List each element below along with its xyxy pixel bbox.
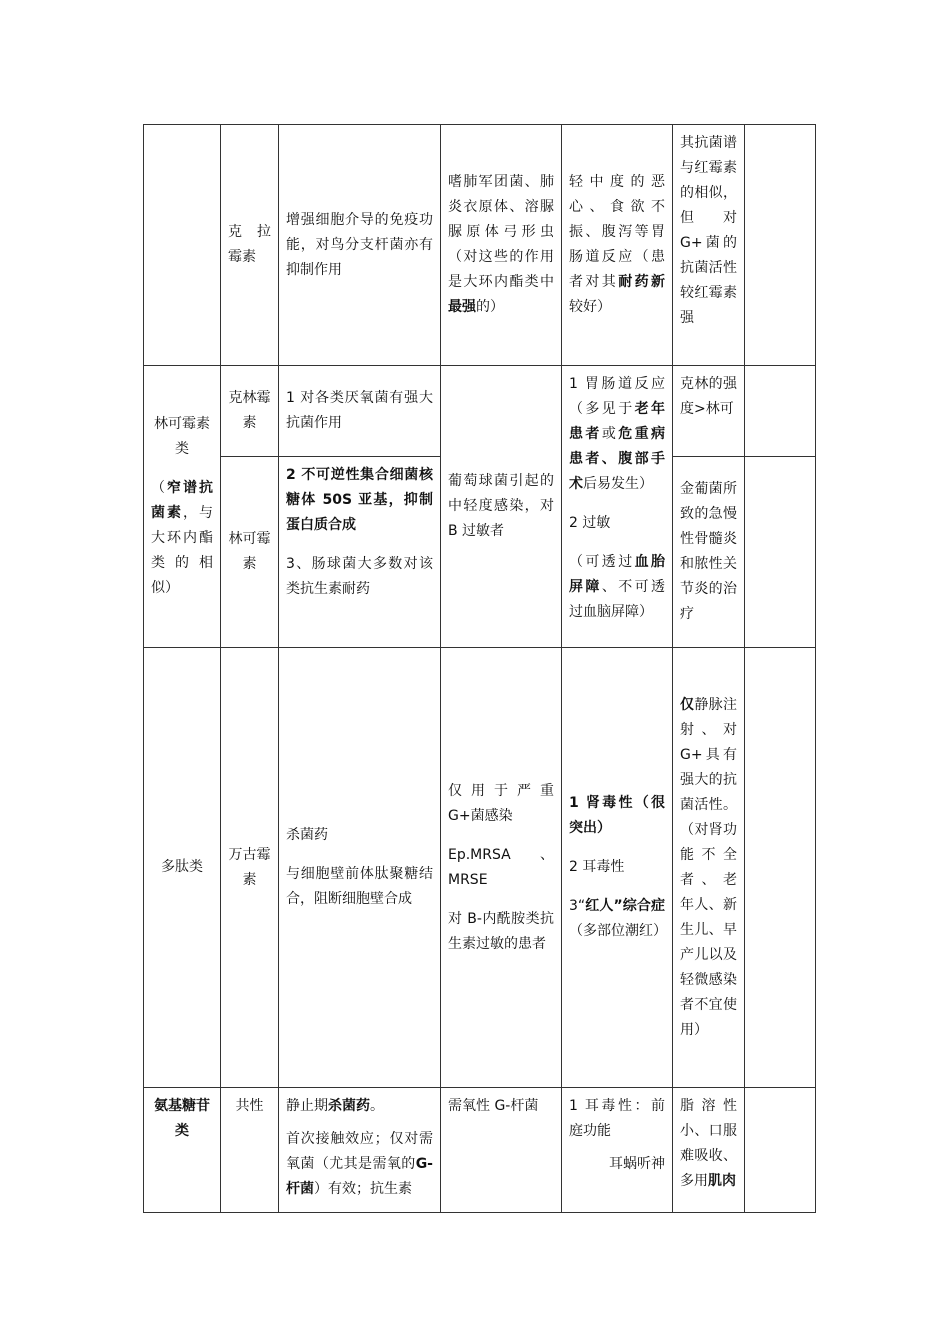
adverse-bold: 耐药新: [618, 274, 666, 290]
adverse-bold: 危重病患者、腹部手术: [569, 426, 666, 492]
indication-text: 嗜肺军团菌、肺炎衣原体、溶脲脲原体弓形虫（对这些的作用是大环内酯类中: [448, 174, 554, 290]
empty-cell: [745, 1088, 816, 1213]
note-text: 其抗菌谱与红霉素的相似，但对 G+菌的抗菌活性较红霉素强: [680, 135, 737, 326]
table-row: [144, 366, 816, 457]
class-note-text: ，与大环内酯类的相似）: [151, 505, 213, 596]
adverse-text: 或: [601, 426, 619, 442]
class-name: 氨基糖苷类: [154, 1098, 210, 1139]
indication-text-end: 的）: [476, 299, 504, 315]
adverse-bold: 1 肾毒性（很突出）: [569, 795, 665, 836]
note-bold: 仅: [680, 696, 695, 713]
adverse-text: 耳蜗听神: [609, 1156, 665, 1172]
indication-bold: 最强: [448, 299, 476, 315]
indication-cell: [441, 125, 562, 366]
mechanism-cell: [279, 366, 441, 457]
indication-text: Ep.MRSA、MRSE: [448, 846, 554, 888]
adverse-text: 2 过敏: [569, 515, 611, 531]
mechanism-text: 。: [370, 1098, 384, 1114]
mechanism-text: 杀菌药: [286, 827, 328, 843]
note-cell: [673, 648, 751, 1088]
note-cell: [673, 125, 745, 366]
mechanism-cell: [279, 1088, 441, 1213]
mechanism-text: 静止期: [286, 1098, 328, 1114]
adverse-bold: 老年患者: [569, 401, 666, 442]
mechanism-bold: 杀菌药: [328, 1098, 370, 1114]
note-text: 克林的强度>林可: [680, 376, 737, 417]
table-row: [144, 125, 816, 366]
drug-name: 万古霉素: [228, 846, 271, 888]
drug-cell: [221, 125, 279, 366]
drug-name: 林可霉素: [228, 531, 271, 572]
indication-cell: [441, 1088, 562, 1213]
adverse-bold: 红人”综合症: [585, 898, 665, 914]
adverse-text: 1 耳毒性：前庭功能: [569, 1098, 665, 1139]
adverse-text: 3“: [569, 898, 586, 914]
adverse-text: （多部位潮红）: [569, 923, 667, 939]
mechanism-text: 与细胞壁前体肽聚糖结合，阻断细胞壁合成: [286, 866, 433, 907]
mechanism-cell: [279, 648, 441, 1088]
mechanism-text: 3、肠球菌大多数对该类抗生素耐药: [286, 556, 433, 597]
drug-cell: [221, 457, 279, 648]
note-cell: [673, 457, 745, 648]
adverse-text: 2 耳毒性: [569, 859, 625, 875]
adverse-cell: [562, 125, 673, 366]
adverse-text: 1 胃肠道反应（多见于: [569, 376, 665, 417]
drug-name: 克 拉霉素: [228, 224, 271, 265]
drug-cell: [221, 648, 279, 1088]
drug-cell: [221, 1088, 279, 1213]
table-row: [144, 1088, 816, 1213]
mechanism-text: 2 不可逆性集合细菌核糖体 50S 亚基，抑制蛋白质合成: [286, 467, 433, 533]
empty-cell: [745, 457, 816, 648]
adverse-cell: [562, 648, 673, 1088]
table-row: [144, 648, 816, 1088]
note-bold: 肌肉: [708, 1173, 736, 1189]
indication-text: 需氧性 G-杆菌: [448, 1098, 539, 1114]
adverse-text: （可透过: [569, 554, 635, 570]
class-note-bold: 窄谱抗菌素: [151, 480, 213, 521]
empty-cell: [745, 366, 816, 457]
note-text: 脂溶性小、口服难吸收、多用: [680, 1098, 737, 1189]
mechanism-text: 首次接触效应；仅对需氧菌（尤其是需氧的: [286, 1131, 433, 1172]
indication-text: 对 B-内酰胺类抗生素过敏的患者: [448, 910, 554, 952]
drug-name: 共性: [235, 1098, 264, 1114]
empty-cell: [745, 125, 816, 366]
antibiotics-table: [143, 124, 816, 1213]
adverse-cell: [562, 1088, 673, 1213]
adverse-text-end: 较好）: [569, 299, 611, 315]
adverse-text: 、不可透过血脑屏障）: [569, 579, 666, 620]
indication-cell: [441, 366, 562, 648]
drug-cell: [221, 366, 279, 457]
indication-cell: [441, 648, 562, 1088]
note-text: 静脉注射、对 G+具有强大的抗菌活性。（对肾功能不全者、老 年人、新生儿、早产儿以及轻微感染者不宜使用）: [680, 696, 751, 1038]
class-cell: [144, 1088, 221, 1213]
class-cell: [144, 366, 221, 648]
adverse-cell: [562, 366, 673, 648]
mechanism-cell: [279, 457, 441, 648]
mechanism-text: 1 对各类厌氧菌有强大抗菌作用: [286, 390, 433, 431]
mechanism-text: ）有效；抗生素: [314, 1181, 412, 1197]
mechanism-text: 增强细胞介导的免疫功能，对鸟分支杆菌亦有抑制作用: [286, 211, 433, 278]
note-cell: [673, 366, 745, 457]
indication-text: 葡萄球菌引起的中轻度感染，对 B 过敏者: [448, 473, 554, 539]
note-cell: [673, 1088, 745, 1213]
adverse-bold: 血胎屏障: [569, 554, 666, 595]
drug-name: 克林霉素: [228, 390, 271, 431]
class-note-open: （: [151, 480, 167, 496]
indication-text: 仅用于严重 G+菌感染: [448, 782, 554, 824]
class-name: 多肽类: [161, 859, 203, 875]
adverse-text: 轻中度的恶心、食欲不振、腹泻等胃肠道反应（患者对其: [569, 174, 665, 290]
adverse-text: 后易发生）: [583, 476, 653, 492]
note-text: 金葡菌所致的急慢性骨髓炎和脓性关节炎的治疗: [680, 481, 737, 622]
class-name: 林可霉素类: [154, 416, 210, 457]
mechanism-cell: [279, 125, 441, 366]
class-cell: [144, 648, 221, 1088]
class-cell: [144, 125, 221, 366]
empty-cell: [745, 648, 816, 1088]
mechanism-bold: G-杆菌: [286, 1156, 433, 1197]
